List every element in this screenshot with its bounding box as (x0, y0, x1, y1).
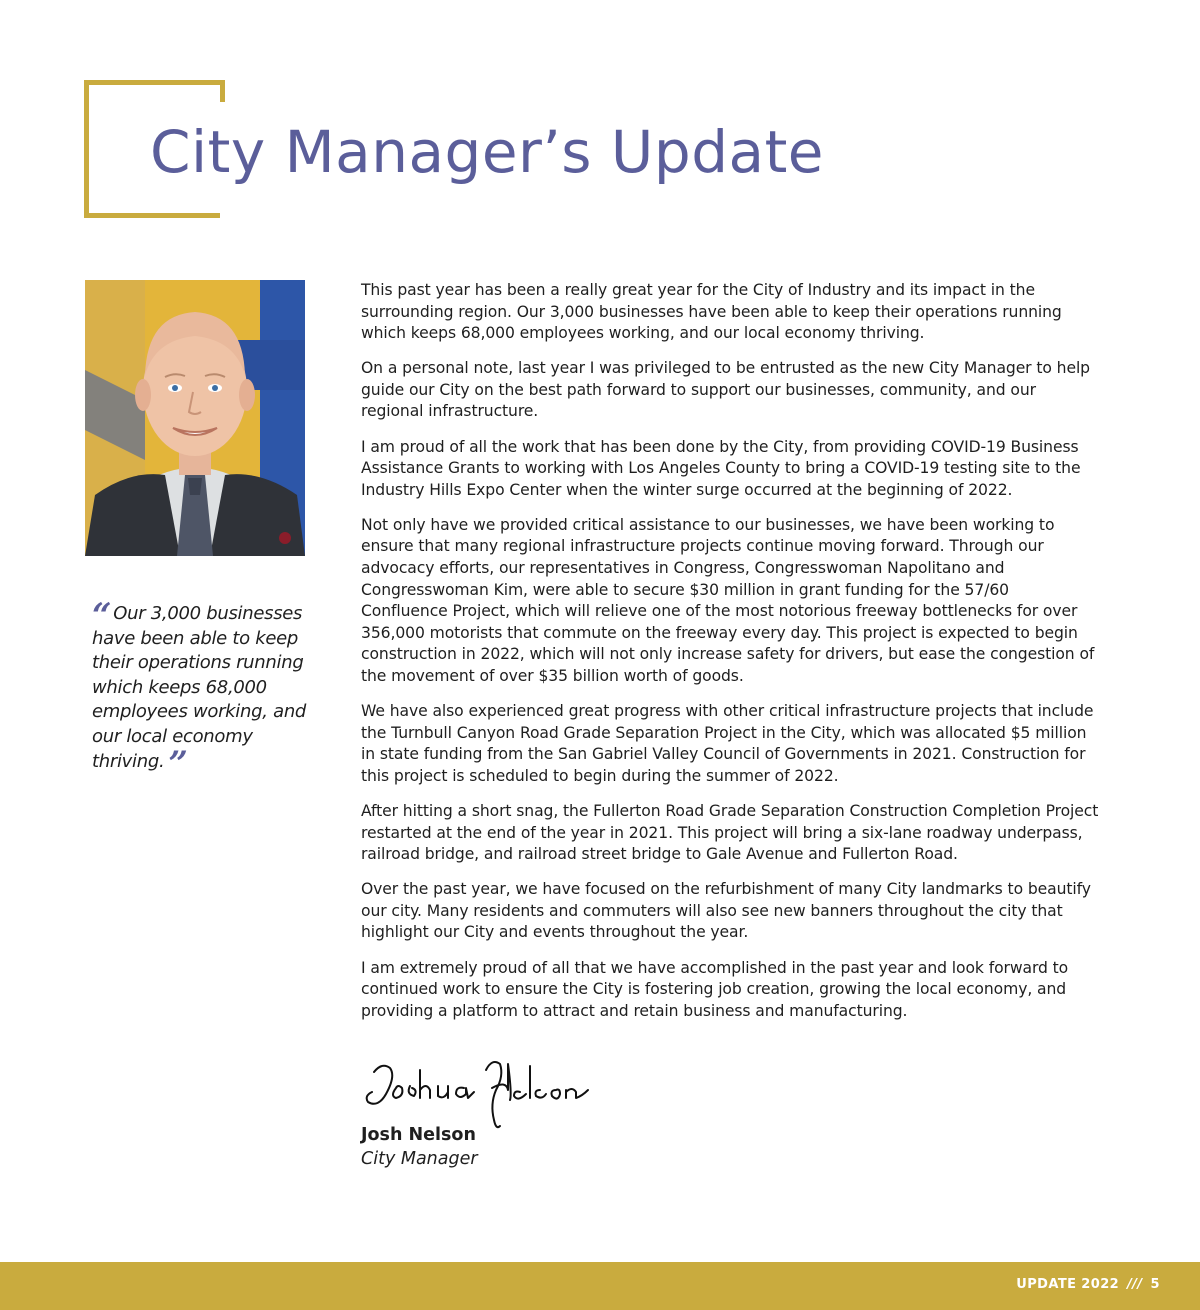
page-number: 5 (1150, 1277, 1160, 1292)
letter-body (361, 280, 1099, 1036)
paragraph: Not only have we provided critical assistance to our businesses, we have been working to ensure that many regional infrastructure projects continue moving forward. Through our advocacy efforts, our representatives in Congress, Congresswoman Napolitano and Congresswoman Kim, were able to secure $30 million in grant funding for the 57/60 Confluence Project, which will relieve one of the most notorious freeway bottlenecks for over 356,000 motorists that commute on the freeway every day. This project is expected to begin construction in 2022, which will not only increase safety for drivers, but ease the congestion of the movement of over $35 billion worth of goods. (361, 515, 1095, 685)
paragraph: After hitting a short snag, the Fullerton Road Grade Separation Construction Completion Project restarted at the end of the year in 2021. This project will bring a six-lane roadway underpass, railroad bridge, and railroad street bridge to Gale Avenue and Fullerton Road. (361, 801, 1099, 864)
handwritten-signature (360, 1050, 600, 1134)
signatory-name: Josh Nelson (361, 1125, 476, 1145)
paragraph: This past year has been a really great year for the City of Industry and its impact in the surrounding region. Our 3,000 businesses have been able to keep their operations running which keeps 68,000 employees working, and our local economy thriving. (361, 281, 1062, 343)
footer-update-label: UPDATE 2022 (1016, 1277, 1120, 1292)
close-quote-icon: ” (168, 743, 188, 784)
footer-label (1016, 1277, 1160, 1292)
paragraph: I am proud of all the work that has been done by the City, from providing COVID-19 Business Assistance Grants to working with Los Angeles County to bring a COVID-19 testing site to the Industry Hills Expo Center when the winter surge occurred at the beginning of 2022. (361, 437, 1081, 499)
pull-quote-text: Our 3,000 businesses have been able to keep their operations running which keeps 68,000 employees working, and our local economy thriving. (92, 603, 307, 772)
footer-bar (0, 1262, 1200, 1310)
paragraph: I am extremely proud of all that we have accomplished in the past year and look forward to continued work to ensure the City is fostering job creation, growing the local economy, and providing a platform to attract and retain business and manufacturing. (361, 958, 1069, 1020)
signatory-title: City Manager (361, 1149, 478, 1169)
city-manager-photo (85, 280, 305, 556)
paragraph: Over the past year, we have focused on the refurbishment of many City landmarks to beautify our city. Many residents and commuters will also see new banners throughout the city that highlight our City and events throughout the year. (361, 880, 1091, 942)
open-quote-icon: “ (92, 596, 112, 636)
page-title: City Manager’s Update (150, 118, 824, 186)
pull-quote (92, 596, 314, 784)
paragraph: We have also experienced great progress with other critical infrastructure projects that include the Turnbull Canyon Road Grade Separation Project in the City, which was allocated $5 million in state funding from the San Gabriel Valley Council of Governments in 2021. Construction for this project is scheduled to begin during the summer of 2022. (361, 702, 1094, 785)
footer-separator: /// (1127, 1277, 1143, 1292)
paragraph: On a personal note, last year I was privileged to be entrusted as the new City Manager to help guide our City on the best path forward to support our businesses, community, and our regional infrastructure. (361, 359, 1090, 421)
